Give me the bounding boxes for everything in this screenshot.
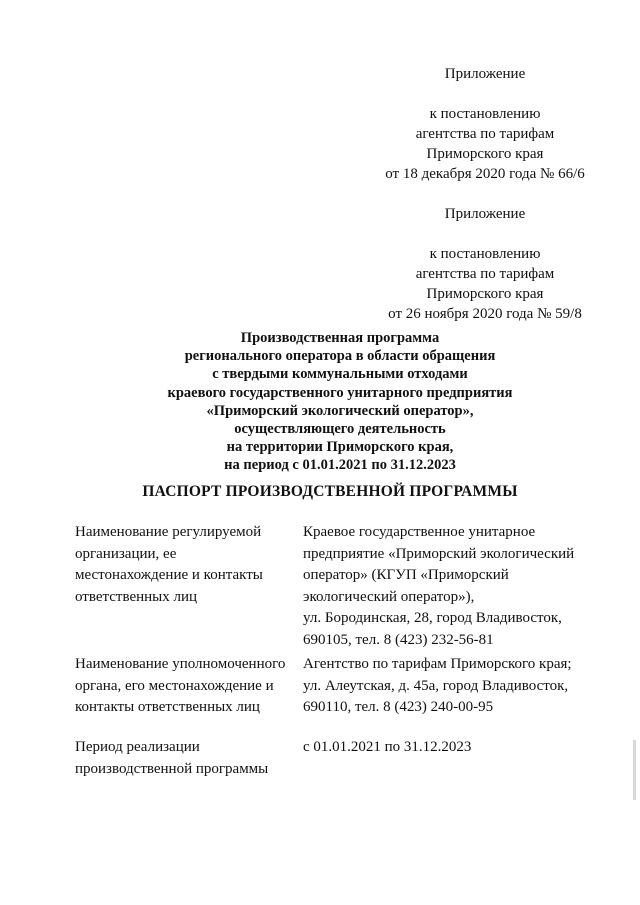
appendix-title: Приложение: [444, 66, 526, 82]
program-title-line: Производственная программа: [240, 330, 440, 346]
row-value: [303, 654, 603, 719]
row-label-line: Наименование уполномоченного: [75, 656, 286, 672]
appendix-previous: [370, 204, 600, 324]
appendix-current: [370, 64, 600, 184]
program-title-line: на период с 01.01.2021 по 31.12.2023: [224, 457, 456, 474]
program-title-line: с твердыми коммунальными отходами: [212, 366, 468, 383]
row-label-line: производственной программы: [75, 760, 269, 777]
program-title-line: регионального оператора в области обращения: [184, 348, 496, 365]
row-label: [75, 737, 295, 780]
row-value-line: ул. Алеутская, д. 45а, город Владивосток,: [303, 677, 569, 694]
program-title-line: на территории Приморского края,: [226, 439, 454, 456]
appendix-line: от 26 ноября 2020 года № 59/8: [388, 306, 582, 322]
row-value: [303, 737, 603, 759]
row-value-line: Агентство по тарифам Приморского края;: [303, 656, 572, 672]
row-value-line: ул. Бородинская, 28, город Владивосток,: [303, 610, 562, 626]
appendix-line: к постановлению: [429, 106, 541, 122]
appendix-title: Приложение: [444, 206, 526, 222]
row-label-line: местонахождение и контакты: [75, 567, 263, 583]
program-title-line: осуществляющего деятельность: [234, 421, 446, 438]
row-value-line: 690105, тел. 8 (423) 232-56-81: [303, 631, 494, 648]
row-label-line: ответственных лиц: [75, 588, 198, 605]
appendix-line: Приморского края: [426, 286, 544, 302]
program-title-line: «Приморский экологический оператор»,: [206, 402, 474, 419]
row-value-line: предприятие «Приморский экологический: [303, 545, 575, 562]
row-value-line: экологический оператор»),: [303, 588, 475, 605]
row-value: [303, 522, 603, 651]
row-label-line: контакты ответственных лиц: [75, 699, 260, 715]
row-label: [75, 654, 295, 719]
row-label-line: организации, ее: [75, 545, 177, 562]
row-value-line: оператор» (КГУП «Приморский: [303, 567, 509, 583]
row-label-line: органа, его местонахождение и: [75, 677, 274, 694]
row-label-line: Период реализации: [75, 739, 200, 755]
row-value-line: с 01.01.2021 по 31.12.2023: [303, 739, 472, 755]
appendix-line: агентства по тарифам: [415, 126, 555, 142]
appendix-line: от 18 декабря 2020 года № 66/6: [385, 166, 585, 182]
program-title-line: краевого государственного унитарного предприятия: [167, 384, 513, 401]
row-label-line: Наименование регулируемой: [75, 524, 262, 540]
appendix-line: агентства по тарифам: [415, 266, 555, 282]
scan-edge-artifact: [633, 740, 636, 800]
appendix-line: Приморского края: [426, 146, 544, 162]
appendix-line: к постановлению: [429, 246, 541, 262]
passport-heading: ПАСПОРТ ПРОИЗВОДСТВЕННОЙ ПРОГРАММЫ: [142, 483, 518, 500]
program-title: [140, 329, 540, 475]
row-value-line: Краевое государственное унитарное: [303, 524, 536, 540]
row-label: [75, 522, 295, 608]
row-value-line: 690110, тел. 8 (423) 240-00-95: [303, 699, 494, 715]
